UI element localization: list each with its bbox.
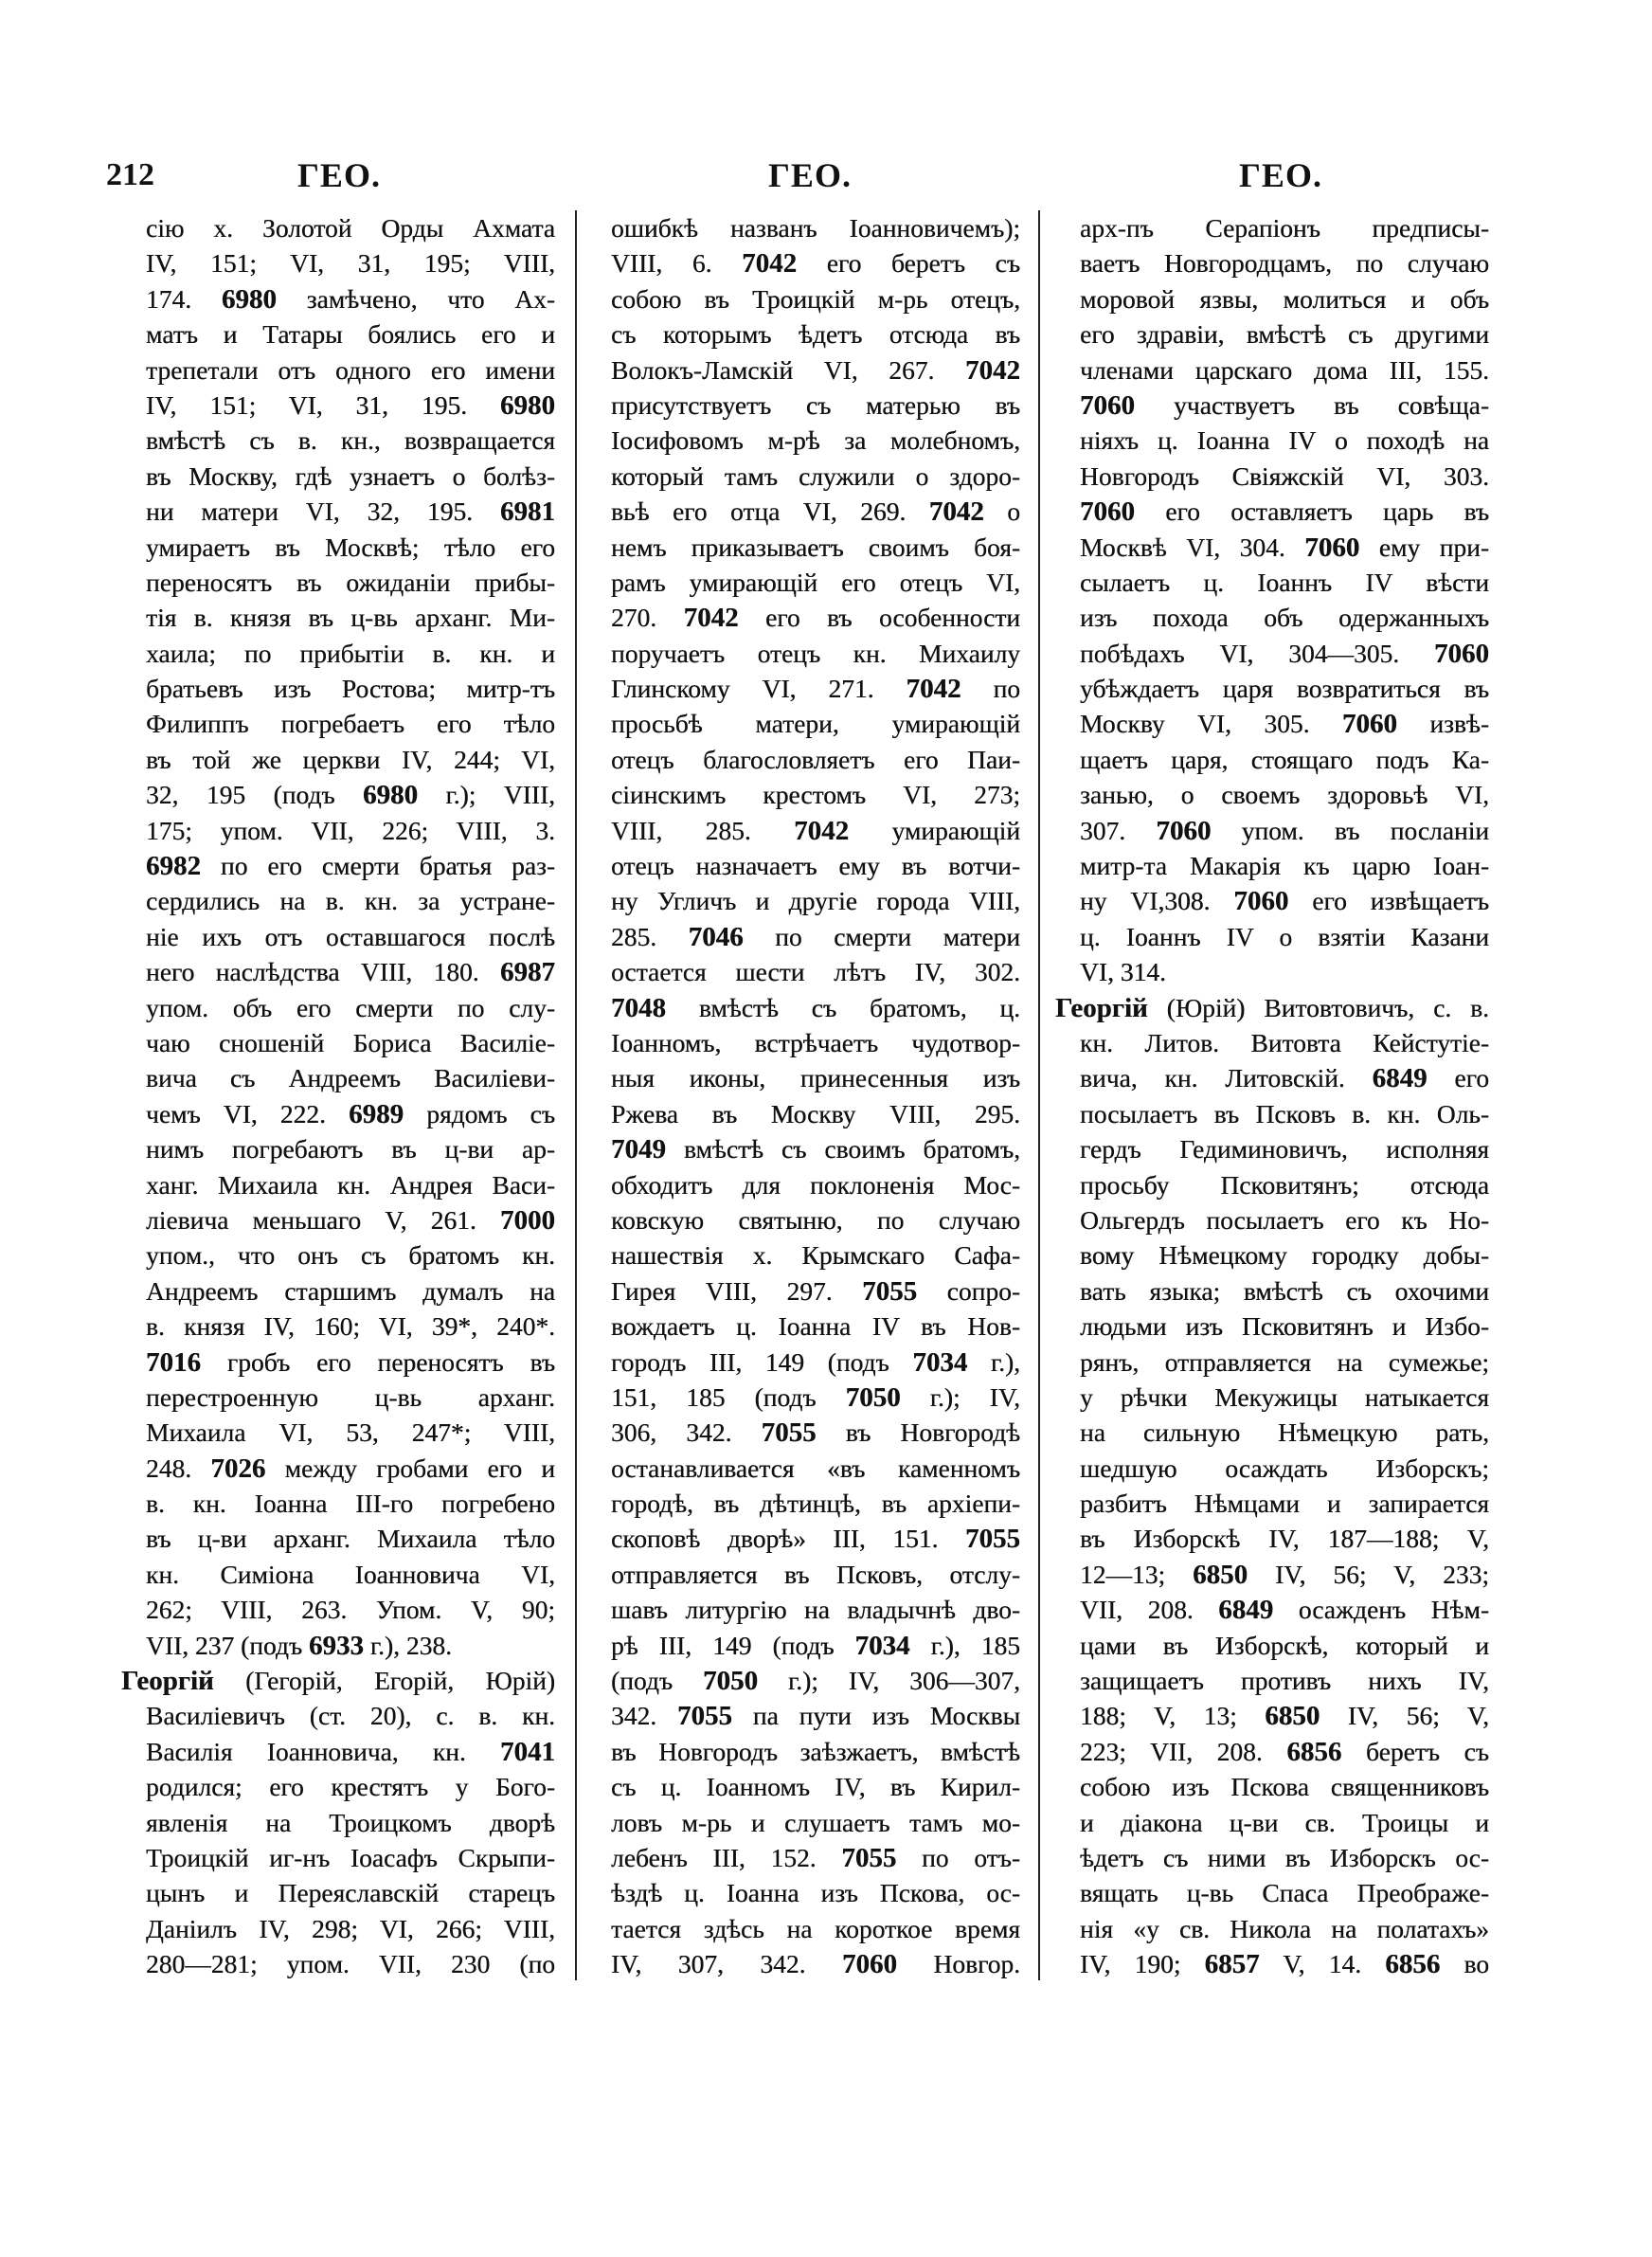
- text-line: щаетъ царя, стоящаго подъ Ка-: [1080, 744, 1489, 774]
- text-line: IV, 190; 6857 V, 14. 6856 во: [1080, 1949, 1489, 1980]
- text-line: ніе ихъ отъ оставшагося послѣ: [146, 921, 555, 951]
- text-line: 151, 185 (подъ 7050 г.); IV,: [611, 1381, 1021, 1413]
- text-line: сылаетъ ц. Іоаннъ IV вѣсти: [1080, 567, 1489, 597]
- text-line: перестроенную ц-вь арханг.: [146, 1381, 555, 1412]
- text-line: 188; V, 13; 6850 IV, 56; V,: [1080, 1701, 1489, 1732]
- text-line: 307. 7060 упом. въ посланіи: [1080, 815, 1490, 846]
- text-line: остается шести лѣтъ IV, 302.: [611, 957, 1020, 987]
- year-number: 6987: [500, 957, 555, 988]
- year-number: 7055: [676, 1701, 732, 1732]
- text-line: братьевъ изъ Ростова; митр-тъ: [146, 674, 555, 704]
- year-number: 6980: [500, 389, 555, 421]
- text-line: 12—13; 6850 IV, 56; V, 233;: [1080, 1559, 1490, 1590]
- year-number: 6857: [1204, 1949, 1260, 1980]
- text-line: рамъ умирающій его отецъ VI,: [611, 567, 1020, 597]
- year-number: 7034: [854, 1630, 910, 1661]
- text-line: отправляется въ Псковъ, отслу-: [611, 1559, 1020, 1589]
- text-line: IV, 307, 342. 7060 Новгор.: [611, 1949, 1020, 1980]
- text-line: 223; VII, 208. 6856 беретъ съ: [1080, 1736, 1489, 1767]
- text-line: Іоанномъ, встрѣчаетъ чудотвор-: [611, 1027, 1020, 1057]
- text-line: 32, 195 (подъ 6980 г.); VIII,: [146, 780, 555, 811]
- year-number: 7055: [841, 1842, 897, 1873]
- text-line: поручаетъ отецъ кн. Михаилу: [611, 638, 1020, 668]
- text-line: Василія Іоанновича, кн. 7041: [146, 1736, 555, 1767]
- text-line: отецъ благословляетъ его Паи-: [611, 744, 1020, 774]
- text-line: 6982 по его смерти братья раз-: [146, 851, 555, 882]
- text-line: нашествія х. Крымскаго Сафа-: [611, 1240, 1020, 1271]
- text-line: немъ приказываетъ своимъ боя-: [611, 532, 1020, 562]
- text-line: людьми изъ Псковитянъ и Избо-: [1080, 1311, 1489, 1342]
- entry-headword-line: Георгій (Юрій) Витовтовичъ, с. в.: [1055, 992, 1489, 1023]
- year-number: 7060: [1080, 389, 1135, 421]
- text-line: 7048 вмѣстѣ съ братомъ, ц.: [611, 992, 1020, 1023]
- text-line: 248. 7026 между гробами его и: [146, 1453, 555, 1484]
- running-head-left: ГЕО.: [297, 156, 381, 194]
- text-line: Глинскому VI, 271. 7042 по: [611, 674, 1020, 705]
- entry-headword-line: Георгій (Гегорій, Егорій, Юрій): [121, 1666, 555, 1697]
- text-line: ошибкѣ названъ Іоанновичемъ);: [611, 213, 1020, 243]
- text-line: ваетъ Новгородцамъ, по случаю: [1080, 248, 1489, 279]
- text-line: 175; упом. VII, 226; VIII, 3.: [146, 815, 555, 845]
- text-line: 174. 6980 замѣчено, что Ах-: [146, 283, 555, 315]
- text-line: арх-пъ Серапіонъ предписы-: [1080, 213, 1489, 243]
- text-line: вящать ц-вь Спаса Преображе-: [1080, 1878, 1489, 1908]
- year-number: 7042: [965, 354, 1020, 386]
- text-line: собою въ Троицкій м-рь отецъ,: [611, 283, 1020, 314]
- text-line: трепетали отъ одного его имени: [146, 354, 555, 385]
- text-line: (подъ 7050 г.); IV, 306—307,: [611, 1666, 1020, 1697]
- text-line: вождаетъ ц. Іоанна IV въ Нов-: [611, 1311, 1020, 1342]
- year-number: 7060: [1233, 886, 1289, 917]
- text-line: упом. объ его смерти по слу-: [146, 992, 555, 1022]
- year-number: 6980: [363, 780, 419, 811]
- text-line: ни матери VI, 32, 195. 6981: [146, 497, 555, 528]
- text-line: 7049 вмѣстѣ съ своимъ братомъ,: [611, 1134, 1020, 1165]
- text-line: Троицкій иг-нъ Іоасафъ Скрыпи-: [146, 1842, 555, 1872]
- text-line: въ ц-ви арханг. Михаила тѣло: [146, 1524, 555, 1554]
- text-line: разбитъ Нѣмцами и запирается: [1080, 1489, 1489, 1519]
- text-line: Гирея VIII, 297. 7055 сопро-: [611, 1275, 1020, 1307]
- text-line: Іосифовомъ м-рѣ за молебномъ,: [611, 425, 1020, 456]
- text-line: обходитъ для поклоненія Мос-: [611, 1169, 1020, 1200]
- text-line: гердъ Гедиминовичъ, исполняя: [1080, 1134, 1489, 1165]
- text-line: 7016 гробъ его переносятъ въ: [146, 1346, 555, 1378]
- text-line: VIII, 6. 7042 его беретъ съ: [611, 248, 1020, 280]
- text-line: кн. Симіона Іоанновича VI,: [146, 1559, 555, 1589]
- text-line: 280—281; упом. VII, 230 (по: [146, 1949, 555, 1979]
- text-column-1: [121, 210, 555, 1982]
- text-line: упом., что онъ съ братомъ кн.: [146, 1240, 555, 1271]
- text-line: чемъ VI, 222. 6989 рядомъ съ: [146, 1098, 555, 1129]
- year-number: 7050: [845, 1381, 901, 1413]
- text-line: матъ и Татары боялись его и: [146, 319, 555, 350]
- text-line: 262; VIII, 263. Упом. V, 90;: [146, 1595, 555, 1625]
- entry-headword: Георгій: [1055, 992, 1148, 1023]
- text-line: переносятъ въ ожиданіи прибы-: [146, 567, 555, 597]
- year-number: 7042: [794, 815, 850, 846]
- year-number: 7049: [611, 1134, 666, 1165]
- text-line: присутствуетъ съ матерью въ: [611, 389, 1020, 420]
- year-number: 7060: [1304, 532, 1360, 563]
- year-number: 7042: [683, 603, 739, 634]
- text-line: изъ похода объ одержанныхъ: [1080, 603, 1489, 633]
- text-line: VII, 208. 6849 осажденъ Нѣм-: [1080, 1595, 1489, 1626]
- text-line: собою изъ Пскова священниковъ: [1080, 1772, 1489, 1802]
- text-column-3: [1055, 210, 1490, 1982]
- text-line: Новгородъ Свіяжскій VI, 303.: [1080, 460, 1489, 491]
- text-line: Ольгердъ посылаетъ его къ Но-: [1080, 1204, 1489, 1235]
- text-line: 7060 его оставляетъ царь въ: [1080, 497, 1489, 528]
- text-line: побѣдахъ VI, 304—305. 7060: [1080, 638, 1489, 669]
- year-number: 6980: [221, 283, 277, 315]
- text-column-2: [611, 210, 1020, 1982]
- text-line: митр-та Макарія къ царю Іоан-: [1080, 851, 1489, 881]
- text-line: 7060 участвуетъ въ совѣща-: [1080, 389, 1489, 421]
- year-number: 6856: [1385, 1949, 1441, 1980]
- text-line: ныя иконы, принесенныя изъ: [611, 1063, 1020, 1093]
- column-divider: [575, 210, 577, 1980]
- text-line: ковскую святыню, по случаю: [611, 1204, 1020, 1235]
- text-line: ѣдетъ съ ними въ Изборскъ ос-: [1080, 1842, 1489, 1872]
- text-line: вьѣ его отца VI, 269. 7042 о: [611, 497, 1020, 528]
- year-number: 7060: [1080, 497, 1135, 528]
- text-line: у рѣчки Мекужицы натыкается: [1080, 1381, 1489, 1412]
- text-line: сію х. Золотой Орды Ахмата: [146, 213, 555, 243]
- text-line: тія в. князя въ ц-вь арханг. Ми-: [146, 603, 555, 633]
- text-line: нимъ погребаютъ въ ц-ви ар-: [146, 1134, 555, 1165]
- text-line: убѣждаетъ царя возвратиться въ: [1080, 674, 1489, 704]
- text-line: Василіевичъ (ст. 20), с. в. кн.: [146, 1701, 555, 1731]
- text-line: съ ц. Іоанномъ IV, въ Кирил-: [611, 1772, 1020, 1802]
- text-line: IV, 151; VI, 31, 195; VIII,: [146, 248, 555, 279]
- text-line: лебенъ III, 152. 7055 по отъ-: [611, 1842, 1020, 1873]
- text-line: вать языка; вмѣстѣ съ охочими: [1080, 1275, 1489, 1306]
- text-line: ханг. Михаила кн. Андрея Васи-: [146, 1169, 555, 1200]
- year-number: 7060: [841, 1949, 897, 1980]
- text-line: родился; его крестятъ у Бого-: [146, 1772, 555, 1802]
- text-line: ліевича меньшаго V, 261. 7000: [146, 1204, 555, 1236]
- text-line: Москву VI, 305. 7060 извѣ-: [1080, 709, 1489, 740]
- year-number: 6849: [1218, 1595, 1274, 1626]
- year-number: 6933: [308, 1630, 364, 1661]
- running-head-right: ГЕО.: [1239, 156, 1322, 194]
- text-line: VIII, 285. 7042 умирающій: [611, 815, 1020, 846]
- text-line: умираетъ въ Москвѣ; тѣло его: [146, 532, 555, 562]
- text-line: просьбу Псковитянъ; отсюда: [1080, 1169, 1489, 1200]
- text-line: сердились на в. кн. за устране-: [146, 886, 555, 916]
- text-line: членами царскаго дома III, 155.: [1080, 354, 1489, 385]
- entry-headword: Георгій: [121, 1666, 214, 1697]
- year-number: 7060: [1434, 638, 1489, 669]
- year-number: 6989: [349, 1098, 404, 1129]
- text-line: цынъ и Переяславскій старецъ: [146, 1878, 555, 1908]
- text-line: въ той же церкви IV, 244; VI,: [146, 744, 555, 774]
- text-line: просьбѣ матери, умирающій: [611, 709, 1020, 739]
- page-number: 212: [106, 157, 154, 192]
- text-line: рянъ, отправляется на сумежье;: [1080, 1346, 1489, 1377]
- text-line: ѣздѣ ц. Іоанна изъ Пскова, ос-: [611, 1878, 1020, 1908]
- year-number: 7026: [210, 1453, 266, 1484]
- text-line: Андреемъ старшимъ думалъ на: [146, 1275, 555, 1306]
- year-number: 6850: [1193, 1559, 1248, 1590]
- text-line: кн. Литов. Витовта Кейстутіе-: [1080, 1027, 1489, 1057]
- text-line: тается здѣсь на короткое время: [611, 1913, 1020, 1943]
- text-line: шедшую осаждать Изборскъ;: [1080, 1453, 1489, 1483]
- year-number: 6856: [1286, 1736, 1342, 1767]
- text-line: 306, 342. 7055 въ Новгородѣ: [611, 1417, 1020, 1449]
- text-line: посылаетъ въ Псковъ в. кн. Оль-: [1080, 1098, 1489, 1128]
- text-line: съ которымъ ѣдетъ отсюда въ: [611, 319, 1020, 350]
- text-line: Ржева въ Москву VIII, 295.: [611, 1098, 1020, 1128]
- text-line: Михаила VI, 53, 247*; VIII,: [146, 1417, 555, 1448]
- text-line: 270. 7042 его въ особенности: [611, 603, 1021, 634]
- text-line: в. кн. Іоанна III-го погребено: [146, 1489, 555, 1519]
- text-line: защищаетъ противъ нихъ IV,: [1080, 1666, 1489, 1696]
- text-line: городъ III, 149 (подъ 7034 г.),: [611, 1346, 1020, 1378]
- year-number: 6981: [500, 497, 555, 528]
- text-line: явленія на Троицкомъ дворѣ: [146, 1807, 555, 1837]
- text-line: ніяхъ ц. Іоанна IV о походѣ на: [1080, 425, 1489, 456]
- year-number: 7060: [1156, 815, 1212, 846]
- text-line: вича, кн. Литовскій. 6849 его: [1080, 1063, 1489, 1094]
- text-line: скоповѣ дворѣ» III, 151. 7055: [611, 1524, 1020, 1555]
- text-line: отецъ назначаетъ ему въ вотчи-: [611, 851, 1020, 881]
- text-line: его здравіи, вмѣстѣ съ другими: [1080, 319, 1489, 350]
- text-line: чаю сношеній Бориса Василіе-: [146, 1027, 555, 1057]
- text-line: на сильную Нѣмецкую рать,: [1080, 1417, 1489, 1448]
- text-line: Филиппъ погребаетъ его тѣло: [146, 709, 555, 739]
- year-number: 7055: [965, 1524, 1020, 1555]
- year-number: 7055: [862, 1275, 918, 1307]
- year-number: 7041: [500, 1736, 555, 1767]
- column-divider: [1038, 210, 1040, 1980]
- text-line: который тамъ служили о здоро-: [611, 460, 1020, 491]
- text-line: него наслѣдства VIII, 180. 6987: [146, 957, 555, 988]
- text-line: въ Новгородъ заѣзжаетъ, вмѣстѣ: [611, 1736, 1020, 1766]
- text-line: занью, о своемъ здоровьѣ VI,: [1080, 780, 1489, 810]
- text-line: сіинскимъ крестомъ VI, 273;: [611, 780, 1020, 810]
- text-line: IV, 151; VI, 31, 195. 6980: [146, 389, 555, 421]
- text-line: в. князя IV, 160; VI, 39*, 240*.: [146, 1311, 555, 1342]
- text-line: Москвѣ VI, 304. 7060 ему при-: [1080, 532, 1490, 563]
- year-number: 7042: [742, 248, 798, 280]
- text-line: вому Нѣмецкому городку добы-: [1080, 1240, 1489, 1271]
- year-number: 7048: [611, 992, 666, 1023]
- year-number: 7000: [500, 1204, 555, 1236]
- text-line: цами въ Изборскѣ, который и: [1080, 1630, 1489, 1660]
- text-line: и діакона ц-ви св. Троицы и: [1080, 1807, 1489, 1837]
- text-line: городѣ, въ дѣтинцѣ, въ архіепи-: [611, 1489, 1020, 1519]
- year-number: 6982: [146, 851, 201, 882]
- running-head-center: ГЕО.: [768, 156, 852, 194]
- text-line: въ Москву, гдѣ узнаетъ о болѣз-: [146, 460, 555, 491]
- year-number: 6849: [1372, 1063, 1428, 1094]
- text-line: останавливается «въ каменномъ: [611, 1453, 1020, 1483]
- text-line: ну Угличъ и другіе города VIII,: [611, 886, 1020, 916]
- text-line: шавъ литургію на владычнѣ дво-: [611, 1595, 1020, 1625]
- text-line: вмѣстѣ съ в. кн., возвращается: [146, 425, 555, 456]
- year-number: 6850: [1265, 1701, 1320, 1732]
- text-line: вича съ Андреемъ Василіеви-: [146, 1063, 555, 1093]
- text-line: въ Изборскѣ IV, 187—188; V,: [1080, 1524, 1489, 1554]
- text-line: ловъ м-рь и слушаетъ тамъ мо-: [611, 1807, 1020, 1837]
- text-line: Даніилъ IV, 298; VI, 266; VIII,: [146, 1913, 555, 1943]
- year-number: 7050: [703, 1666, 759, 1697]
- year-number: 7016: [146, 1346, 201, 1378]
- text-line: 285. 7046 по смерти матери: [611, 921, 1020, 952]
- year-number: 7042: [906, 674, 961, 705]
- text-line: VI, 314.: [1080, 957, 1166, 987]
- text-line: 342. 7055 па пути изъ Москвы: [611, 1701, 1021, 1732]
- text-line: рѣ III, 149 (подъ 7034 г.), 185: [611, 1630, 1020, 1661]
- year-number: 7034: [912, 1346, 968, 1378]
- year-number: 7060: [1341, 709, 1397, 740]
- year-number: 7046: [688, 921, 744, 952]
- text-line: моровой язвы, молиться и объ: [1080, 283, 1489, 314]
- text-line: хаила; по прибытіи в. кн. и: [146, 638, 555, 668]
- text-line: ну VI,308. 7060 его извѣщаетъ: [1080, 886, 1490, 917]
- text-line: VII, 237 (подъ 6933 г.), 238.: [146, 1630, 452, 1661]
- text-line: нія «у св. Никола на полатахъ»: [1080, 1913, 1489, 1943]
- year-number: 7042: [928, 497, 984, 528]
- year-number: 7055: [761, 1417, 817, 1449]
- text-line: ц. Іоаннъ IV о взятіи Казани: [1080, 921, 1489, 951]
- text-line: Волокъ-Ламскій VI, 267. 7042: [611, 354, 1020, 386]
